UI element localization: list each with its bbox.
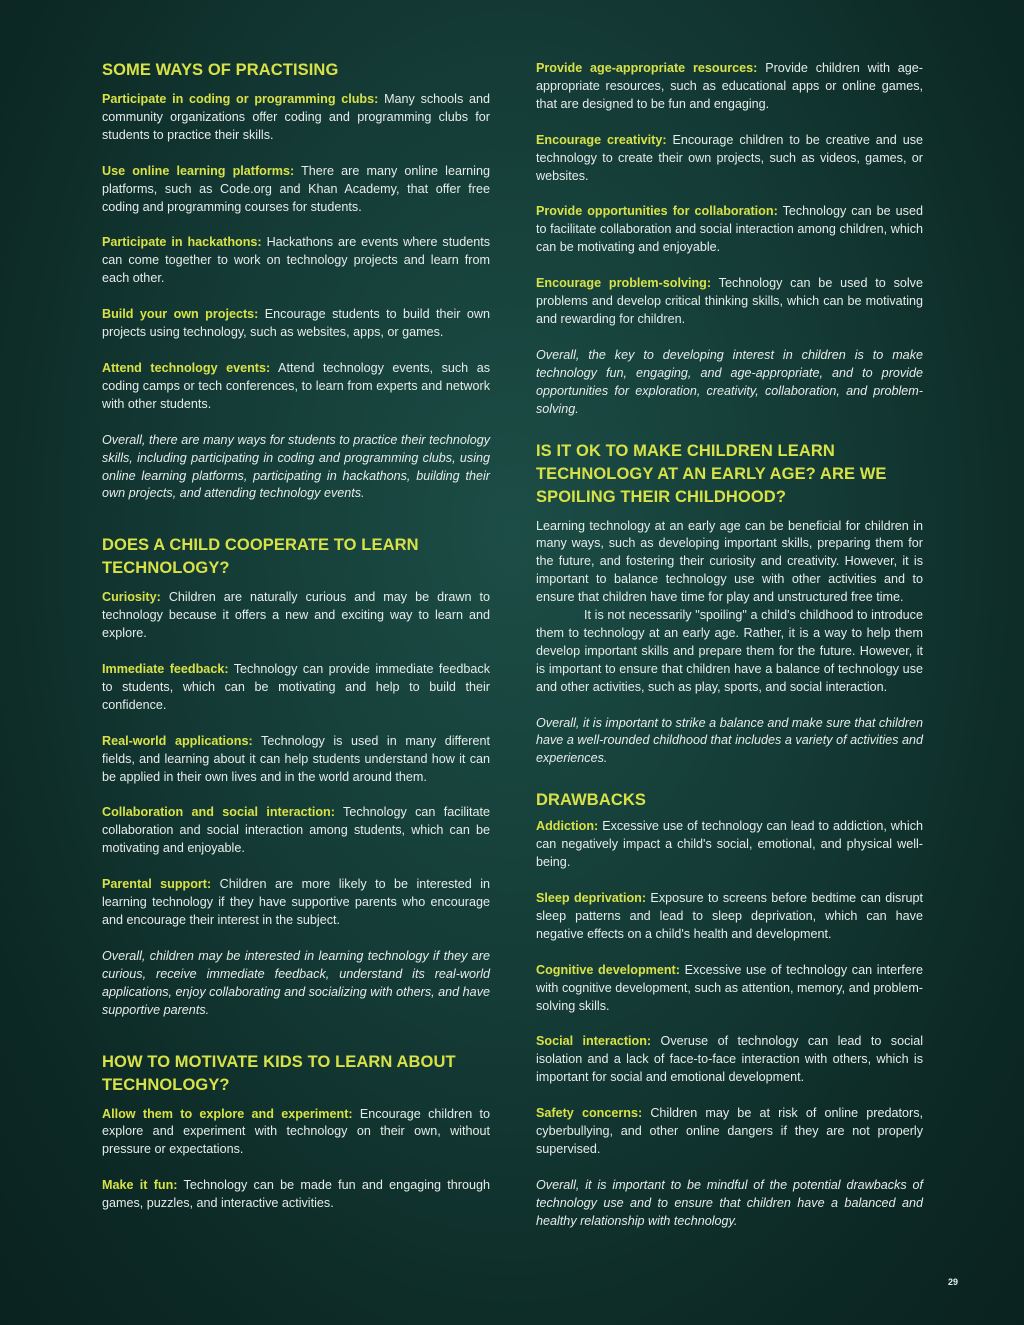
- paragraph: Attend technology events: Attend technology events, such as coding camps or tech conferences, to learn from experts and network with other students.: [102, 360, 490, 411]
- paragraph: Parental support: Children are more likely to be interested in learning technology if they have supportive parents who encourage and encourage their interest in the subject.: [102, 877, 491, 927]
- section-title-practising: SOME WAYS OF PRACTISING: [102, 61, 339, 79]
- paragraph: Allow them to explore and experiment: Encourage children to explore and experiment with technology on their own, without pressure or expectations.: [102, 1106, 490, 1157]
- summary-paragraph: Overall, it is important to strike a balance and make sure that children have a well-rounded childhood that includes a variety of activities and experiences.: [536, 715, 923, 766]
- summary-paragraph: Overall, there are many ways for students to practice their technology skills, including participating in coding and programming clubs, using online learning platforms, participating in hackathons, building their own projects, and attending technology events.: [102, 432, 490, 501]
- right-column: [536, 60, 923, 1231]
- paragraph: Social interaction: Overuse of technology can lead to social isolation and a lack of face-to-face interaction with others, which is important for social and emotional development.: [536, 1034, 923, 1085]
- paragraph: Real-world applications: Technology is used in many different fields, and learning about it can help students understand how it can be applied in their own lives and in the world around them.: [102, 733, 490, 784]
- paragraph: Use online learning platforms: There are many online learning platforms, such as Code.org and Khan Academy, that offer free coding and programming courses for students.: [102, 163, 490, 214]
- summary-paragraph: Overall, the key to developing interest in children is to make technology fun, engaging, and age-appropriate, and to provide opportunities for exploration, creativity, collaboration, and problem-solving.: [536, 347, 923, 416]
- section-title-drawbacks: DRAWBACKS: [536, 791, 646, 810]
- section-title-early-age: IS IT OK TO MAKE CHILDREN LEARN TECHNOLOGY AT AN EARLY AGE? ARE WE SPOILING THEIR CHILDHOOD?: [536, 441, 887, 506]
- paragraph: Cognitive development: Excessive use of technology can interfere with cognitive development, such as attention, memory, and problem-solving skills.: [536, 962, 924, 1013]
- left-column: [102, 59, 490, 1213]
- paragraph: Learning technology at an early age can be beneficial for children in many ways, such as developing important skills, preparing them for the future, and fostering their curiosity and creativity. However, it is important to balance technology use with other activities and to ensure that children have time for play and unstructured free time.: [536, 518, 923, 605]
- paragraph: Encourage problem-solving: Technology can be used to solve problems and develop critical thinking skills, which can be motivating and rewarding for children.: [536, 276, 923, 326]
- paragraph: Immediate feedback: Technology can provide immediate feedback to students, which can be motivating and help to build their confidence.: [102, 662, 491, 712]
- paragraph: Curiosity: Children are naturally curious and may be drawn to technology because it offers a new and exciting way to learn and explore.: [102, 590, 491, 641]
- paragraph: Addiction: Excessive use of technology can lead to addiction, which can negatively impact a child's social, emotional, and physical well-being.: [536, 819, 924, 870]
- summary-paragraph: Overall, it is important to be mindful of the potential drawbacks of technology use and to ensure that children have a balanced and healthy relationship with technology.: [536, 1177, 923, 1228]
- page-number: 29: [948, 1277, 959, 1287]
- paragraph: It is not necessarily "spoiling" a child's childhood to introduce them to technology at an early age. Rather, it is a way to help them develop important skills and prepare them for the future. However, it is important to ensure that children have a balance of technology use and other activities, such as play, sports, and social interaction.: [536, 608, 923, 694]
- paragraph: Safety concerns: Children may be at risk of online predators, cyberbullying, and other online dangers if they are not properly supervised.: [536, 1106, 923, 1156]
- paragraph: Participate in coding or programming clubs: Many schools and community organizations offer coding and programming clubs for students to practice their skills.: [102, 92, 491, 142]
- paragraph: Sleep deprivation: Exposure to screens before bedtime can disrupt sleep patterns and lead to sleep deprivation, which can have negative effects on a child's health and development.: [536, 891, 924, 941]
- paragraph: Participate in hackathons: Hackathons are events where students can come together to work on technology projects and learn from each other.: [102, 235, 491, 286]
- paragraph: Make it fun: Technology can be made fun and engaging through games, puzzles, and interactive activities.: [102, 1178, 490, 1211]
- paragraph: Provide age-appropriate resources: Provide children with age-appropriate resources, such as educational apps or online games, that are designed to be fun and engaging.: [536, 61, 924, 111]
- paragraph: Provide opportunities for collaboration: Technology can be used to facilitate collaboration and social interaction among children, which can be motivating and enjoyable.: [536, 204, 923, 255]
- section-title-motivate: HOW TO MOTIVATE KIDS TO LEARN ABOUT TECHNOLOGY?: [102, 1052, 456, 1094]
- paragraph: Collaboration and social interaction: Technology can facilitate collaboration and social interaction among students, which can be motivating and enjoyable.: [102, 805, 490, 856]
- summary-paragraph: Overall, children may be interested in learning technology if they are curious, receive immediate feedback, understand its real-world applications, enjoy collaborating and socializing with others, and have supportive parents.: [102, 948, 490, 1017]
- section-title-cooperate: DOES A CHILD COOPERATE TO LEARN TECHNOLOGY?: [102, 536, 419, 578]
- paragraph: Encourage creativity: Encourage children to be creative and use technology to create their own projects, such as videos, games, or websites.: [536, 132, 924, 183]
- paragraph: Build your own projects: Encourage students to build their own projects using technology, such as websites, apps, or games.: [102, 307, 490, 340]
